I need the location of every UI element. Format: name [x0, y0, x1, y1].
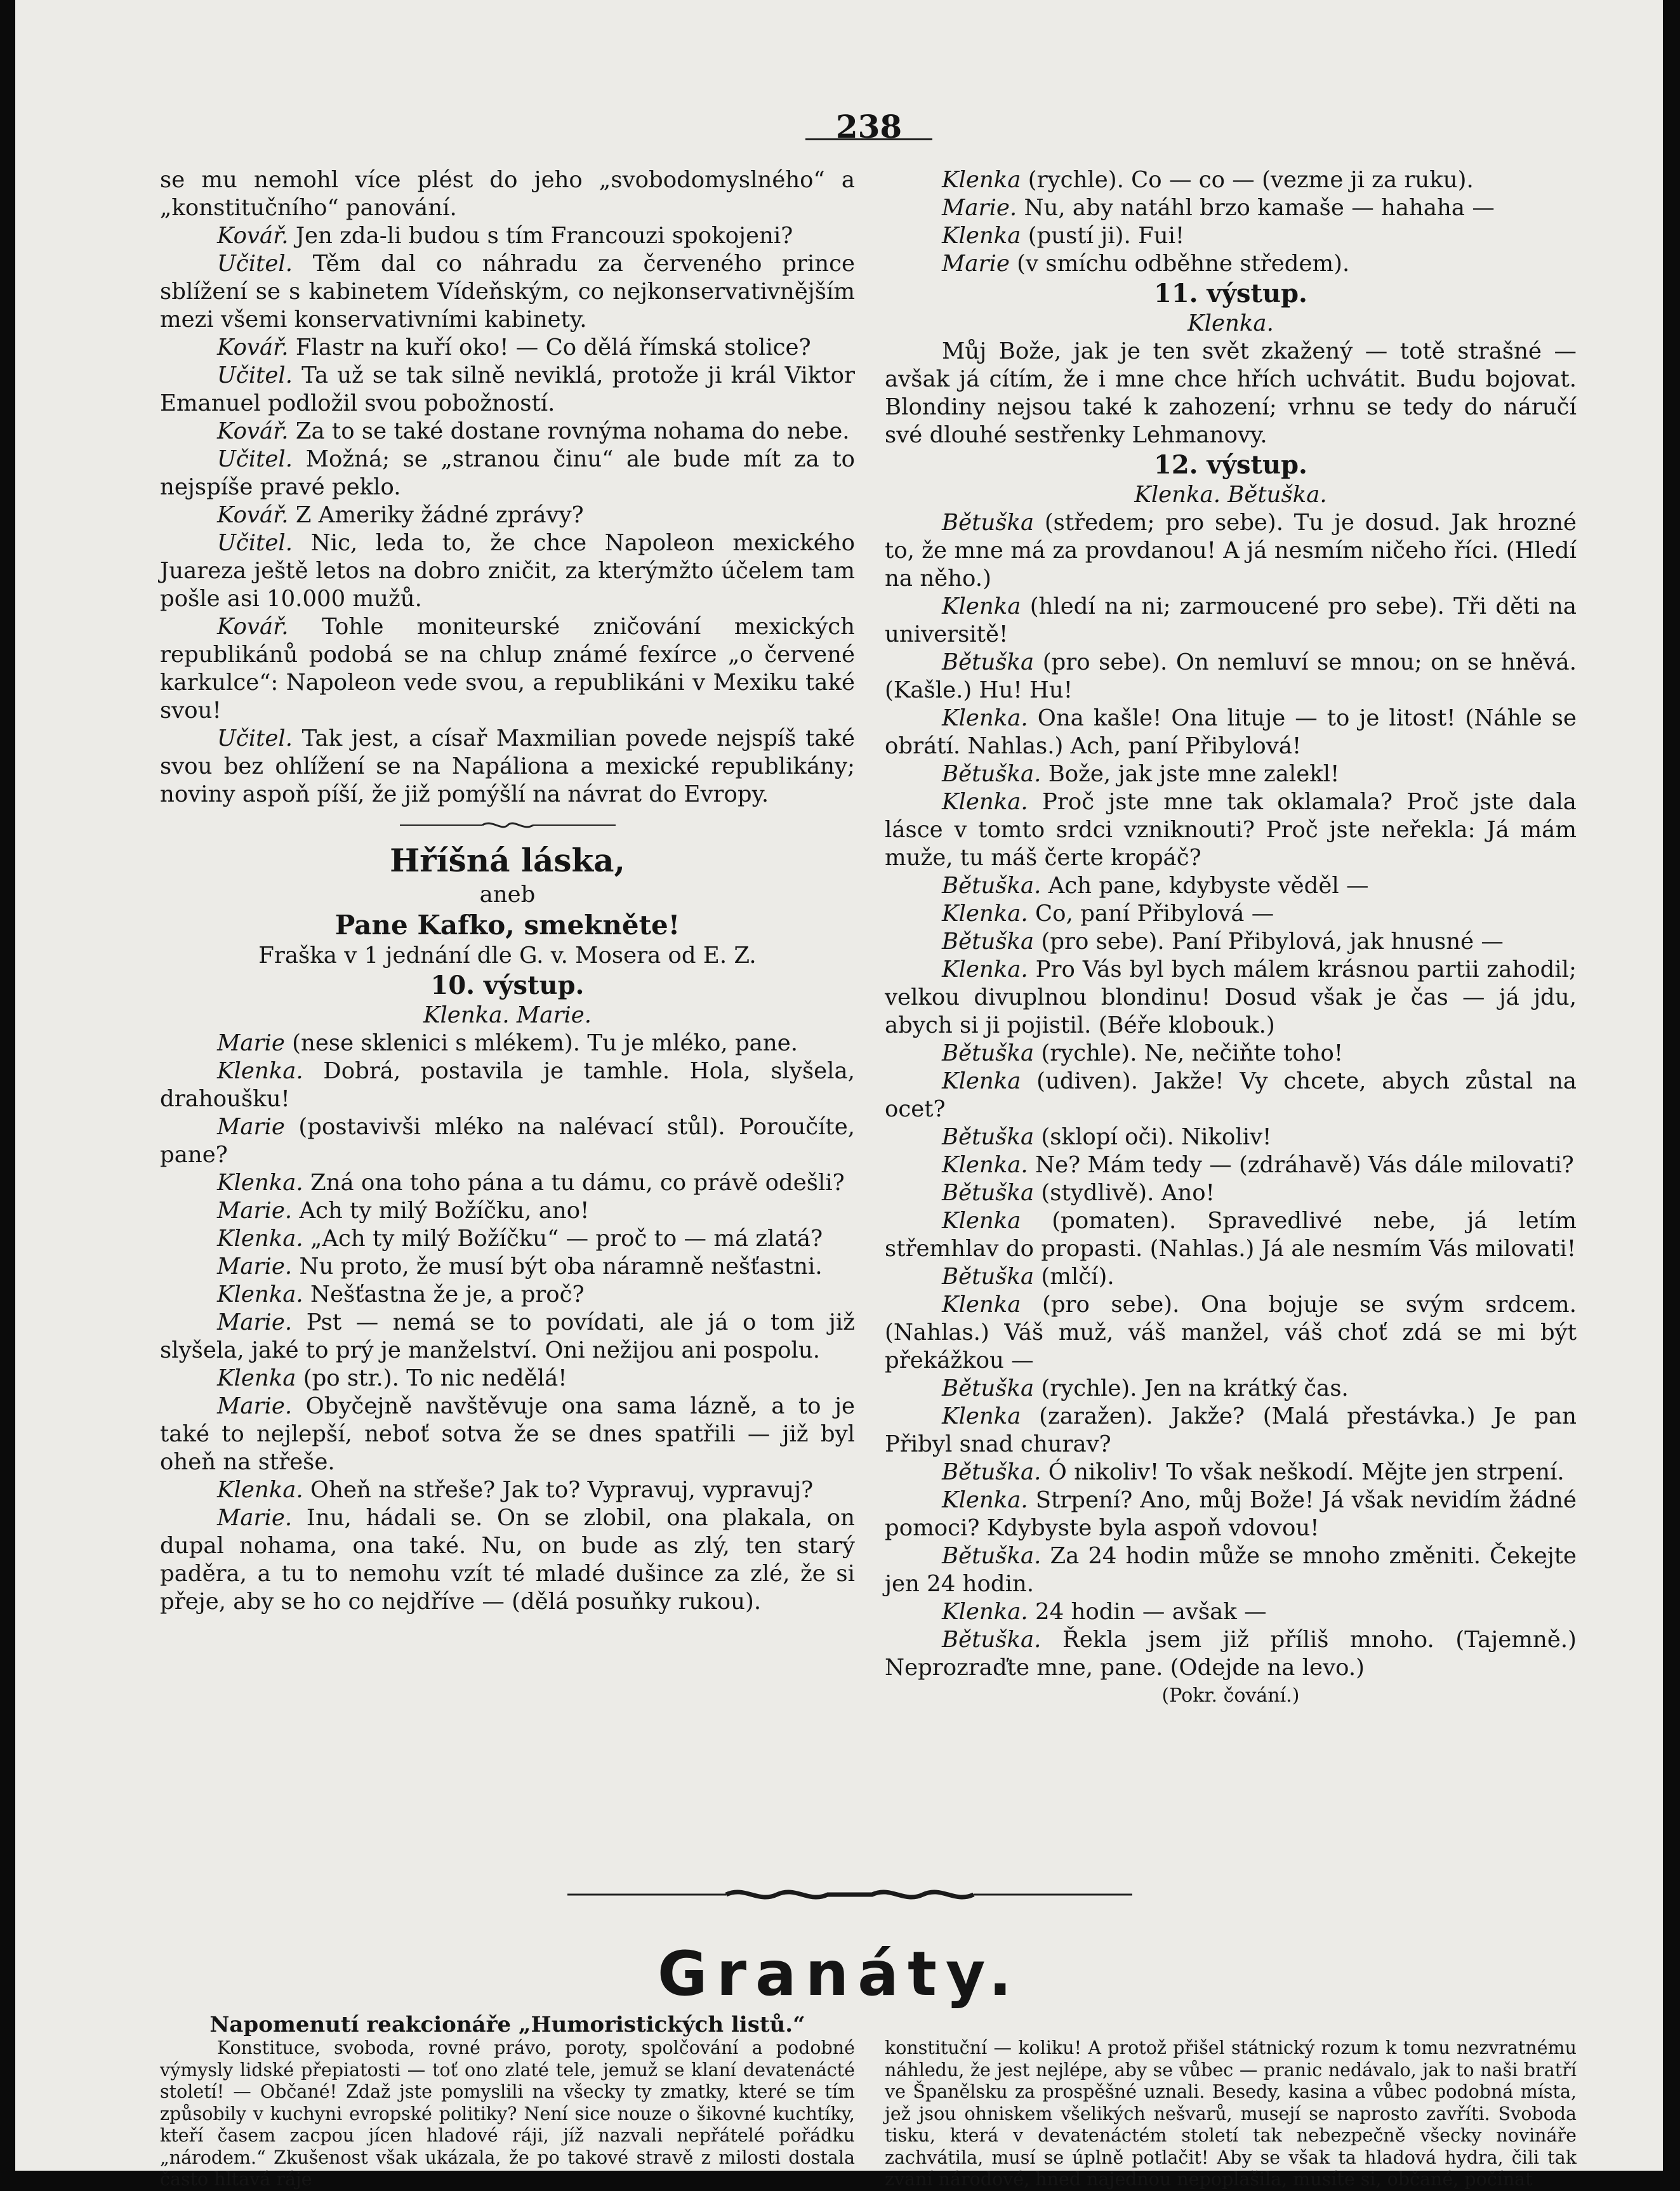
dialogue-line [160, 418, 855, 446]
dialogue-line [160, 1309, 855, 1365]
dialogue-line [160, 501, 855, 529]
speaker-name: Klenka [942, 593, 1021, 619]
dialogue-line [885, 1459, 1577, 1486]
dialogue-line [160, 1225, 855, 1253]
scene-10-cast: Klenka. Marie. [423, 1002, 592, 1028]
speaker-name: Klenka. [217, 1281, 303, 1307]
speaker-name: Klenka. [217, 1477, 303, 1503]
granaty-right-column [885, 2037, 1577, 2191]
line-text: Flastr na kuří oko! — Co dělá římská stolice? [295, 334, 811, 361]
scene-12-cast: Klenka. Bětuška. [1134, 482, 1327, 508]
line-text: Možná; se „stranou činu“ ale bude mít za to nejspíše pravé peklo. [160, 446, 855, 500]
line-text: Pro Vás byl bych málem krásnou partii zahodil; velkou divuplnou blondinu! Dosud však je čas — já jdu, abych si ji pojistil. (Béře klobouk.) [885, 956, 1577, 1038]
dialogue-line [160, 1057, 855, 1113]
granaty-left-text: Konstituce, svoboda, rovné právo, poroty, spolčování a podobné výmysly lidské přepiatosti — toť ono zlaté tele, jemuž se klaní devatenácté století! — Občané! Zdaž jste pomyslili na všecky ty zmatky, které se tím způsobily v kuchyni evropské politiky? Není sice nouze o šikovné kuchtíky, kteří časem zacpou jícen hladové ráji, jíž nazvali nepřátelé pořádku „národem.“ Zkušenost však ukázala, že po takové stravě z milosti dostala často hltavá ráje [160, 2037, 855, 2190]
dialogue-line [160, 250, 855, 334]
dialogue-block-politics [160, 166, 855, 809]
dialogue-line [885, 1291, 1577, 1375]
line-text: Nešťastna že je, a proč? [310, 1281, 585, 1307]
speaker-name: Bětuška [942, 510, 1035, 536]
speaker-name: Učitel. [217, 530, 293, 556]
line-text: Ne? Mám tedy — (zdráhavě) Vás dále milovati? [1035, 1152, 1574, 1178]
speaker-name: Marie [217, 1030, 285, 1056]
play-credit: Fraška v 1 jednání dle G. v. Mosera od E. Z. [258, 943, 757, 969]
dialogue-line [885, 1123, 1577, 1151]
dialogue-line [885, 194, 1577, 222]
dialogue-line [885, 1040, 1577, 1068]
granaty-right-text: konstituční — koliku! A protož přišel státnický rozum k tomu nezvratnému náhledu, že jest nejlépe, aby se vůbec — pranic nedávalo, jak to naši bratří ve Španělsku za prospěšné uznali. Besedy, kasina a vůbec podobná místa, jež jsou ohniskem všelikých nešvarů, musejí se naprosto zavříti. Svoboda tisku, která v devatenáctém století tak nebezpečně všecky novináře zachvátila, musí se úplně potlačit! Aby se však ta hladová hydra, čili tak zvaní národové, hned najednou nepoplašila, musíte si, občané, počínat [885, 2037, 1577, 2190]
line-text: (rychle). Co — co — (vezme ji za ruku). [1028, 167, 1474, 193]
speaker-name: Marie. [217, 1198, 293, 1224]
line-text: Oheň na střeše? Jak to? Vypravuj, vypravuj? [310, 1477, 814, 1503]
line-text: Strpení? Ano, můj Bože! Já však nevidím žádné pomoci? Kdybyste byla aspoň vdovou! [885, 1487, 1577, 1541]
speaker-name: Marie. [217, 1254, 293, 1280]
line-text: Ona kašle! Ona lituje — to je litost! (Náhle se obrátí. Nahlas.) Ach, paní Přibylová! [885, 705, 1577, 759]
dialogue-line [160, 1029, 855, 1057]
speaker-name: Bětuška. [942, 1627, 1042, 1653]
left-column [160, 166, 855, 1616]
to-be-continued: (Pokr. čování.) [1161, 1685, 1300, 1707]
line-text: Ta už se tak silně neviklá, protože ji král Viktor Emanuel podložil svou pobožností. [160, 362, 855, 416]
line-text: Těm dal co náhradu za červeného prince sblížení se s kabinetem Vídeňským, co nejkonservativnějším mezi všemi konservativními kabinety. [160, 251, 855, 333]
line-text: (hledí na ni; zarmoucené pro sebe). Tři děti na universitě! [885, 593, 1577, 647]
dialogue-line [885, 872, 1577, 900]
speaker-name: Klenka [942, 1403, 1021, 1429]
speaker-name: Klenka. [942, 956, 1028, 983]
line-text: Zná ona toho pána a tu dámu, co právě odešli? [310, 1170, 845, 1196]
speaker-name: Bětuška. [942, 873, 1042, 899]
dialogue-line [885, 956, 1577, 1040]
line-text: (rychle). Ne, nečiňte toho! [1041, 1040, 1344, 1066]
speaker-name: Klenka. [942, 901, 1028, 927]
dialogue-line [160, 1253, 855, 1281]
speaker-name: Učitel. [217, 362, 293, 388]
line-text: (po str.). To nic nedělá! [303, 1365, 567, 1391]
play-subtitle: Pane Kafko, smekněte! [334, 910, 680, 941]
dialogue-line [885, 1068, 1577, 1123]
dialogue-line [885, 1486, 1577, 1542]
dialogue-line [160, 166, 855, 222]
line-text: Z Ameriky žádné zprávy? [295, 502, 584, 528]
play-title: Hříšná láska, [390, 842, 625, 879]
speaker-name: Bětuška [942, 1040, 1035, 1066]
page-number: 238 [835, 108, 903, 145]
dialogue-line [160, 1169, 855, 1197]
speaker-name: Kovář. [217, 334, 289, 361]
dialogue-line [160, 725, 855, 809]
dialogue-line [885, 1403, 1577, 1459]
speaker-name: Marie. [217, 1309, 293, 1335]
speaker-name: Klenka. [942, 1599, 1028, 1625]
speaker-name: Klenka. [217, 1170, 303, 1196]
dialogue-line [160, 1281, 855, 1309]
speaker-name: Klenka [942, 1292, 1021, 1318]
ornament-divider [400, 819, 616, 831]
speaker-name: Bětuška [942, 649, 1035, 675]
scene-12-dialogue [885, 509, 1577, 1682]
scene-11-monologue: Můj Bože, jak je ten svět zkažený — totě strašné — avšak já cítím, že i mne chce hřích uchvátit. Budu bojovat. Blondiny nejsou také k zahození; vrhnu se tedy do náručí své dlouhé sestřenky Lehmanovy. [885, 338, 1577, 448]
speaker-name: Bětuška. [942, 761, 1042, 787]
dialogue-line [160, 362, 855, 418]
line-text: (pro sebe). Ona bojuje se svým srdcem. (Nahlas.) Váš muž, váš manžel, váš choť zdá se mi být překážkou — [885, 1292, 1577, 1374]
dialogue-line [885, 760, 1577, 788]
dialogue-line [885, 222, 1577, 250]
dialogue-line [160, 613, 855, 725]
speaker-name: Klenka. [942, 1487, 1028, 1513]
speaker-name: Marie. [217, 1505, 293, 1531]
line-text: Nic, leda to, že chce Napoleon mexického Juareza ještě letos na dobro zničit, za kterýmžto účelem tam pošle asi 10.000 mužů. [160, 530, 855, 612]
dialogue-line [885, 1542, 1577, 1598]
line-text: Nu, aby natáhl brzo kamaše — hahaha — [1024, 195, 1495, 221]
speaker-name: Klenka [217, 1365, 296, 1391]
dialogue-line [160, 1504, 855, 1616]
speaker-name: Marie. [217, 1393, 293, 1419]
line-text: Ach ty milý Božíčku, ano! [299, 1198, 590, 1224]
speaker-name: Bětuška [942, 929, 1035, 955]
line-text: (středem; pro sebe). Tu je dosud. Jak hrozné to, že mne má za provdanou! A já nesmím ničeho říci. (Hledí na něho.) [885, 510, 1577, 592]
speaker-name: Bětuška [942, 1124, 1035, 1150]
speaker-name: Bětuška. [942, 1459, 1042, 1485]
ornament-rule-granaty [567, 1882, 1132, 1907]
line-text: Za 24 hodin může se mnoho změniti. Čekejte jen 24 hodin. [885, 1543, 1577, 1597]
line-text: (pro sebe). Paní Přibylová, jak hnusné — [1041, 929, 1504, 955]
newspaper-page [15, 0, 1663, 2190]
line-text: Tohle moniteurské zničování mexických republikánů podobá se na chlup známé fexírce „o červené karkulce“: Napoleon vede svou, a republikáni v Mexiku také svou! [160, 614, 855, 724]
line-text: 24 hodin — avšak — [1035, 1599, 1267, 1625]
dialogue-line [160, 1113, 855, 1169]
line-text: Bože, jak jste mne zalekl! [1048, 761, 1340, 787]
line-text: Tak jest, a císař Maxmilian povede nejspíš také svou bez ohlížení se na Napáliona a mexické republikány; noviny aspoň píší, že již pomýšlí na návrat do Evropy. [160, 725, 855, 807]
line-text: (sklopí oči). Nikoliv! [1041, 1124, 1272, 1150]
dialogue-line [160, 529, 855, 613]
scene-10-continued [885, 166, 1577, 278]
line-text: (udiven). Jakže! Vy chcete, abych zůstal na ocet? [885, 1068, 1577, 1122]
dialogue-line [160, 446, 855, 501]
granaty-left-heading: Napomenutí reakcionáře „Humoristických listů.“ [209, 2012, 805, 2037]
speaker-name: Bětuška. [942, 1543, 1042, 1569]
speaker-name: Klenka. [942, 1152, 1028, 1178]
dialogue-line [160, 1476, 855, 1504]
dialogue-line [885, 1626, 1577, 1682]
line-text: Co, paní Přibylová — [1035, 901, 1274, 927]
line-text: Pst — nemá se to povídati, ale já o tom již slyšela, jaké to prý je manželství. Oni nežijou ani pospolu. [160, 1309, 855, 1363]
speaker-name: Kovář. [217, 418, 289, 444]
line-text: Jen zda-li budou s tím Francouzi spokojeni? [295, 223, 793, 249]
line-text: (pro sebe). On nemluví se mnou; on se hněvá. (Kašle.) Hu! Hu! [885, 649, 1577, 703]
scene-11-cast: Klenka. [1187, 310, 1274, 336]
dialogue-line [885, 928, 1577, 956]
line-text: Řekla jsem již příliš mnoho. (Tajemně.) Neprozraďte mne, pane. (Odejde na levo.) [885, 1627, 1577, 1681]
speaker-name: Kovář. [217, 502, 289, 528]
line-text: Za to se také dostane rovnýma nohama do nebe. [295, 418, 850, 444]
right-column [885, 166, 1577, 1710]
dialogue-line [885, 593, 1577, 649]
speaker-name: Marie [942, 251, 1010, 277]
dialogue-line [885, 509, 1577, 593]
dialogue-line [885, 1151, 1577, 1179]
line-text: Dobrá, postavila je tamhle. Hola, slyšela, drahoušku! [160, 1058, 855, 1112]
speaker-name: Klenka. [217, 1226, 303, 1252]
play-aneb: aneb [479, 882, 536, 908]
speaker-name: Učitel. [217, 725, 293, 751]
line-text: (pomaten). Spravedlivé nebe, já letím střemhlav do propasti. (Nahlas.) Já ale nesmím Vás milovati! [885, 1208, 1577, 1262]
line-text: Nu proto, že musí být oba náramně nešťastni. [299, 1254, 823, 1280]
dialogue-line [885, 1263, 1577, 1291]
granaty-heading: Granáty. [657, 1938, 1021, 2009]
dialogue-line [885, 1375, 1577, 1403]
line-text: Ó nikoliv! To však neškodí. Mějte jen strpení. [1048, 1459, 1564, 1485]
dialogue-line [160, 222, 855, 250]
line-text: (postavivši mléko na nalévací stůl). Poroučíte, pane? [160, 1114, 855, 1168]
line-text: (rychle). Jen na krátký čas. [1041, 1375, 1349, 1401]
dialogue-line [160, 334, 855, 362]
speaker-name: Klenka [942, 1068, 1021, 1094]
speaker-name: Učitel. [217, 446, 293, 472]
line-text: (v smíchu odběhne středem). [1017, 251, 1350, 277]
dialogue-line [885, 900, 1577, 928]
speaker-name: Klenka. [942, 705, 1028, 731]
speaker-name: Bětuška [942, 1375, 1035, 1401]
dialogue-line [885, 788, 1577, 872]
dialogue-line [885, 1207, 1577, 1263]
speaker-name: Kovář. [217, 614, 289, 640]
line-text: (zaražen). Jakže? (Malá přestávka.) Je pan Přibyl snad churav? [885, 1403, 1577, 1457]
scene-12-header: 12. výstup. [1154, 450, 1307, 480]
speaker-name: Klenka [942, 167, 1021, 193]
line-text: Ach pane, kdybyste věděl — [1048, 873, 1369, 899]
speaker-name: Klenka [942, 1208, 1021, 1234]
line-text: Obyčejně navštěvuje ona sama lázně, a to je také to nejlepší, neboť sotva že se dnes spatřili — již byl oheň na střeše. [160, 1393, 855, 1475]
page-number-rule [805, 138, 932, 140]
dialogue-line [885, 250, 1577, 278]
dialogue-line [160, 1393, 855, 1476]
line-text: (nese sklenici s mlékem). Tu je mléko, pane. [292, 1030, 798, 1056]
speaker-name: Klenka [942, 223, 1021, 249]
line-text: (pustí ji). Fui! [1028, 223, 1185, 249]
line-text: (stydlivě). Ano! [1041, 1180, 1215, 1206]
scene-10-dialogue [160, 1029, 855, 1616]
dialogue-line [160, 1365, 855, 1393]
speaker-name: Marie. [942, 195, 1017, 221]
dialogue-line [885, 166, 1577, 194]
line-text: se mu nemohl více plést do jeho „svobodomyslného“ a „konstitučního“ panování. [160, 167, 855, 221]
dialogue-line [160, 1197, 855, 1225]
speaker-name: Marie [217, 1114, 285, 1140]
dialogue-line [885, 705, 1577, 760]
line-text: (mlčí). [1041, 1264, 1114, 1290]
dialogue-line [885, 1179, 1577, 1207]
dialogue-line [885, 1598, 1577, 1626]
line-text: Proč jste mne tak oklamala? Proč jste dala lásce v tomto srdci vzniknouti? Proč jste neřekla: Já mám muže, tu máš čerte kropáč? [885, 789, 1577, 871]
speaker-name: Kovář. [217, 223, 289, 249]
granaty-left-column [160, 2012, 855, 2191]
dialogue-line [885, 649, 1577, 705]
scene-10-header: 10. výstup. [430, 970, 585, 1000]
line-text: Inu, hádali se. On se zlobil, ona plakala, on dupal nohama, ona také. Nu, on bude as zlý, ten starý paděra, a tu to nemohu vzít té mladé dušince za zlé, že si přeje, aby se ho co nejdříve — (dělá posuňky rukou). [160, 1505, 855, 1615]
speaker-name: Bětuška [942, 1180, 1035, 1206]
line-text: „Ach ty milý Božíčku“ — proč to — má zlatá? [310, 1226, 823, 1252]
speaker-name: Bětuška [942, 1264, 1035, 1290]
speaker-name: Klenka. [942, 789, 1028, 815]
speaker-name: Učitel. [217, 251, 293, 277]
scene-11-header: 11. výstup. [1154, 279, 1307, 308]
speaker-name: Klenka. [217, 1058, 303, 1084]
